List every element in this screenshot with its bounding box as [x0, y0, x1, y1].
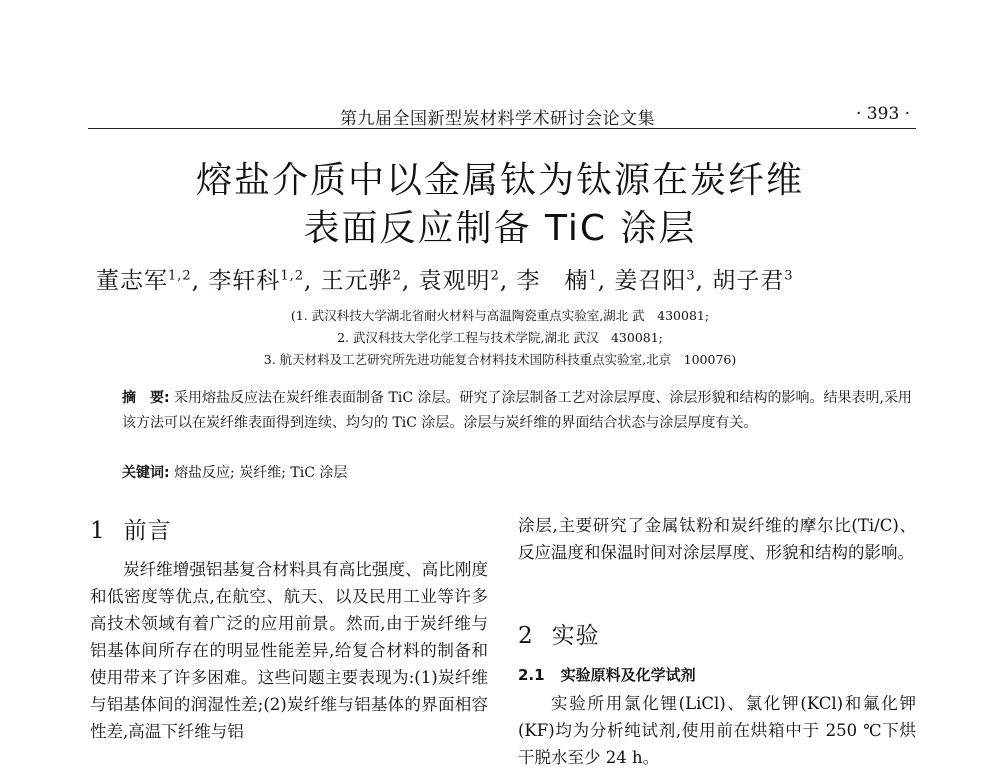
subsection-2-1-paragraph: 实验所用氯化锂(LiCl)、氯化钾(KCl)和氟化钾(KF)均为分析纯试剂,使用前在烘箱中于 250 ℃下烘干脱水至少 24 h。	[518, 694, 916, 767]
keywords	[122, 462, 347, 482]
subsection-2-1-heading	[518, 664, 696, 685]
section-1-heading	[90, 512, 172, 545]
affiliation-2: 2. 武汉科技大学化学工程与技术学院,湖北 武汉 430081;	[337, 330, 663, 345]
section-number: 1	[90, 518, 106, 544]
page-number: · 393 ·	[856, 104, 911, 124]
section-title: 实验	[551, 623, 600, 649]
subsection-2-1-body	[518, 690, 916, 771]
section-2-heading	[518, 617, 600, 650]
author: 王元骅$^2$	[320, 268, 402, 294]
left-column	[90, 556, 488, 745]
subsection-number: 2.1	[518, 666, 545, 684]
affiliation-3: 3. 航天材料及工艺研究所先进功能复合材料技术国防科技重点实验室,北京 100076)	[263, 352, 737, 367]
abstract-text: 采用熔盐反应法在炭纤维表面制备 TiC 涂层。研究了涂层制备工艺对涂层厚度、涂层形貌和结构的影响。结果表明,采用该方法可以在炭纤维表面得到连续、均匀的 TiC 涂层。涂层与炭纤维的界面结合状态与涂层厚度有关。	[122, 390, 912, 431]
author: 李 楠$^1$	[516, 268, 598, 294]
keywords-text: 熔盐反应; 炭纤维; TiC 涂层	[174, 465, 348, 481]
header-rule	[88, 128, 916, 129]
section-title: 前言	[123, 518, 172, 544]
continued-paragraph: 涂层,主要研究了金属钛粉和炭纤维的摩尔比(Ti/C)、反应温度和保温时间对涂层厚度、形貌和结构的影响。	[518, 516, 916, 562]
abstract	[122, 386, 912, 436]
affiliation-1: (1. 武汉科技大学湖北省耐火材料与高温陶瓷重点实验室,湖北 武 430081;	[290, 308, 710, 323]
section-number: 2	[518, 623, 534, 649]
paper-title-line-1: 熔盐介质中以金属钛为钛源在炭纤维	[195, 160, 804, 201]
author: 袁观明$^2$	[418, 268, 500, 294]
subsection-title: 实验原料及化学试剂	[560, 666, 696, 684]
section-1-paragraph: 炭纤维增强铝基复合材料具有高比强度、高比刚度和低密度等优点,在航空、航天、以及民用工业等许多高技术领域有着广泛的应用前景。然而,由于炭纤维与铝基体间所存在的明显性能差异,给复合材料的制备和使用带来了许多困难。这些问题主要表现为:(1)炭纤维与铝基体间的润湿性差;(2)炭纤维与铝基体的界面相容性差,高温下纤维与铝	[90, 560, 488, 741]
keywords-label: 关键词:	[122, 465, 170, 481]
author: 董志军$^{1,2}$	[96, 268, 192, 294]
author: 姜召阳$^3$	[614, 268, 696, 294]
running-header-title: 第九届全国新型炭材料学术研讨会论文集	[340, 109, 655, 129]
abstract-label: 摘 要:	[122, 390, 170, 406]
author: 胡子君$^3$	[712, 268, 794, 294]
paper-title-line-2: 表面反应制备 TiC 涂层	[303, 208, 697, 249]
author-list: 董志军$^{1,2}$, 李轩科$^{1,2}$, 王元骅$^2$, 袁观明$^2$, 李 楠$^1$, 姜召阳$^3$, 胡子君$^3$	[96, 268, 794, 294]
author: 李轩科$^{1,2}$	[208, 268, 304, 294]
right-column	[518, 512, 916, 566]
